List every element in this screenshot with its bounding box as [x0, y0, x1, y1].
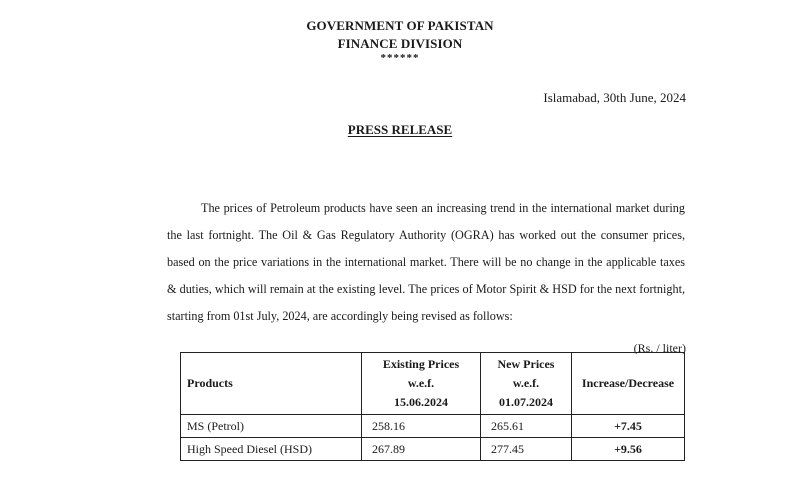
header-government: GOVERNMENT OF PAKISTAN — [306, 18, 494, 33]
row-existing-price: 258.16 — [362, 415, 481, 438]
table-row — [181, 415, 685, 438]
row-product: High Speed Diesel (HSD) — [181, 438, 362, 461]
col-header-change: Increase/Decrease — [572, 353, 685, 415]
row-change: +7.45 — [572, 415, 685, 438]
col-header-existing-prices — [362, 353, 481, 415]
price-table — [180, 352, 685, 461]
col-header-products: Products — [181, 353, 362, 415]
existing-prices-label: Existing Prices — [382, 357, 460, 371]
row-existing-price: 267.89 — [362, 438, 481, 461]
existing-wef-label: w.e.f. — [407, 376, 435, 390]
table-row — [181, 438, 685, 461]
header-division: FINANCE DIVISION — [337, 36, 463, 51]
new-date-label: 01.07.2024 — [499, 395, 553, 409]
table-header-row — [181, 353, 685, 415]
press-release-title: PRESS RELEASE — [347, 122, 453, 137]
existing-date-label: 15.06.2024 — [394, 395, 448, 409]
dateline: Islamabad, 30th June, 2024 — [543, 90, 686, 105]
header-separator: ****** — [380, 52, 420, 64]
price-unit: (Rs. / liter) — [633, 341, 686, 355]
row-new-price: 277.45 — [481, 438, 572, 461]
new-prices-label: New Prices — [497, 357, 555, 371]
body-paragraph: The prices of Petroleum products have seen an increasing trend in the international market during the last fortnight. The Oil & Gas Regulatory Authority (OGRA) has worked out the consumer prices, based on the price variations in the international market. There will be no change in the applicable taxes & duties, which will remain at the existing level. The prices of Motor Spirit & HSD for the next fortnight, starting from 01st July, 2024, are accordingly being revised as follows: — [167, 201, 685, 324]
new-wef-label: w.e.f. — [512, 376, 540, 390]
row-product: MS (Petrol) — [181, 415, 362, 438]
row-change: +9.56 — [572, 438, 685, 461]
col-header-new-prices — [481, 353, 572, 415]
row-new-price: 265.61 — [481, 415, 572, 438]
